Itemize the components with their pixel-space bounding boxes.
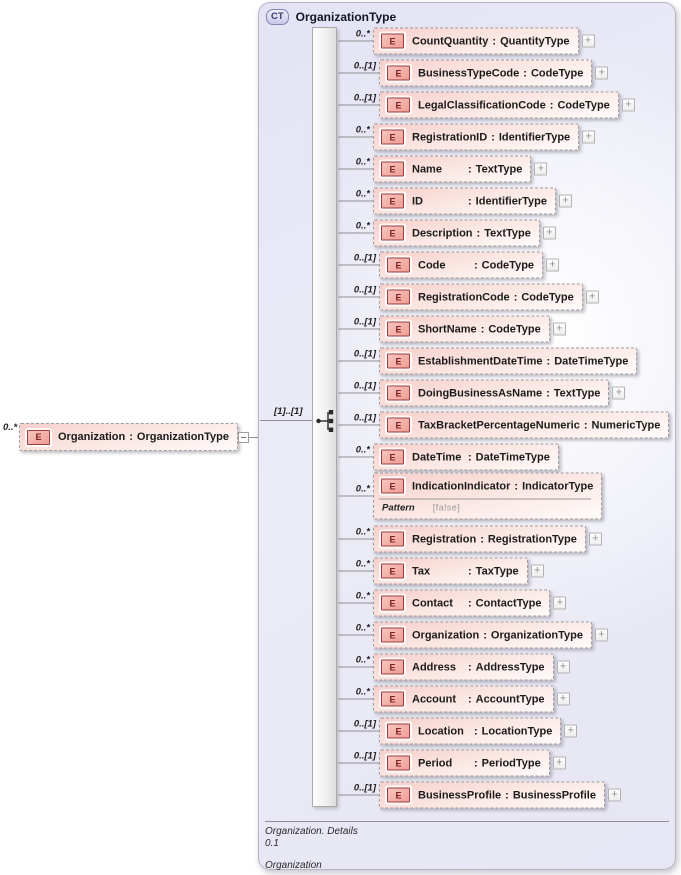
- colon-separator: :: [468, 661, 472, 673]
- element-type: TextType: [475, 163, 523, 175]
- element-type: RegistrationType: [487, 533, 577, 545]
- element-name: IndicationIndicator: [412, 480, 511, 492]
- element-row: [338, 750, 566, 777]
- element-icon: E: [381, 479, 404, 494]
- colon-separator: :: [480, 323, 485, 335]
- element-icon: E: [387, 354, 410, 369]
- element-header: [379, 161, 522, 178]
- colon-separator: :: [474, 725, 478, 737]
- element-box[interactable]: [373, 28, 579, 55]
- complex-type-title: OrganizationType: [295, 10, 397, 24]
- expand-icon[interactable]: +: [622, 99, 635, 112]
- cardinality-label: 0..*: [355, 590, 370, 602]
- element-name: TaxBracketPercentageNumeric: [418, 419, 580, 431]
- element-name: Contact: [412, 597, 453, 609]
- element-type: IdentifierType: [475, 195, 547, 207]
- cardinality-label: 0..*: [355, 124, 370, 136]
- element-row: [338, 380, 625, 407]
- colon-separator: :: [474, 259, 478, 271]
- element-type: ContactType: [475, 597, 542, 609]
- element-header: [379, 595, 541, 612]
- connector-line: [338, 483, 373, 497]
- element-icon: E: [387, 756, 410, 771]
- colon-separator: :: [474, 757, 478, 769]
- annotation-footer: [265, 821, 669, 872]
- connector-line: [338, 316, 379, 330]
- element-icon: E: [387, 258, 410, 273]
- expand-icon[interactable]: +: [553, 323, 566, 336]
- connector-line: [338, 412, 379, 426]
- connector-line: [338, 654, 373, 668]
- element-box[interactable]: [373, 220, 540, 247]
- element-header: [379, 531, 577, 548]
- element-icon: E: [381, 450, 404, 465]
- colon-separator: :: [468, 163, 472, 175]
- element-icon: E: [381, 532, 404, 547]
- connector-line: [338, 380, 379, 394]
- element-name: BusinessTypeCode: [418, 67, 520, 79]
- element-header: [385, 723, 552, 740]
- element-type: CodeType: [488, 323, 541, 335]
- group-connector-line: [260, 420, 313, 421]
- element-row: [338, 654, 570, 681]
- element-type: CodeType: [521, 291, 574, 303]
- root-element-name: Organization: [58, 431, 126, 443]
- colon-separator: :: [505, 789, 509, 801]
- element-header: [379, 691, 545, 708]
- element-box[interactable]: [379, 718, 561, 745]
- element-header: [385, 65, 583, 82]
- connector-line: [338, 526, 373, 540]
- element-row: [338, 444, 559, 471]
- element-type: IndicatorType: [522, 480, 594, 492]
- element-name: RegistrationCode: [418, 291, 510, 303]
- colon-separator: :: [492, 35, 497, 47]
- element-icon: E: [387, 386, 410, 401]
- expand-icon[interactable]: +: [582, 131, 595, 144]
- expand-icon[interactable]: +: [595, 67, 608, 80]
- element-box[interactable]: [373, 590, 550, 617]
- connector-line: [338, 444, 373, 458]
- cardinality-label: 0..[1]: [353, 380, 376, 392]
- element-box[interactable]: [373, 188, 556, 215]
- element-type: AccountType: [475, 693, 545, 705]
- colon-separator: :: [549, 99, 554, 111]
- element-name: Description: [412, 227, 473, 239]
- element-box[interactable]: [373, 156, 531, 183]
- complex-type-header: [266, 9, 396, 25]
- element-row: [338, 590, 566, 617]
- element-header: [385, 97, 610, 114]
- element-icon: E: [381, 226, 404, 241]
- colon-separator: :: [491, 131, 495, 143]
- element-box[interactable]: [379, 782, 605, 809]
- facet-row: [379, 503, 593, 515]
- element-icon: E: [387, 98, 410, 113]
- expand-icon[interactable]: +: [553, 757, 566, 770]
- connector-line: [338, 686, 373, 700]
- cardinality-label: 0..[1]: [353, 60, 376, 72]
- element-row: [338, 348, 637, 375]
- root-element-box[interactable]: [19, 423, 238, 451]
- element-icon: E: [387, 724, 410, 739]
- element-name: Organization: [412, 629, 480, 641]
- cardinality-label: 0..*: [355, 483, 370, 495]
- element-row: [338, 782, 621, 809]
- element-name: EstablishmentDateTime: [418, 355, 543, 367]
- connector-line: [338, 750, 379, 764]
- element-box[interactable]: [373, 473, 602, 520]
- element-header: [385, 787, 596, 804]
- element-header: [379, 225, 531, 242]
- element-icon: E: [381, 628, 404, 643]
- expand-icon[interactable]: +: [557, 661, 570, 674]
- element-box[interactable]: [379, 348, 637, 375]
- cardinality-label: 0..*: [355, 156, 370, 168]
- cardinality-label: 0..*: [355, 654, 370, 666]
- connector-line: [338, 558, 373, 572]
- collapse-icon[interactable]: [238, 432, 249, 443]
- colon-separator: :: [129, 431, 133, 443]
- element-name: Period: [418, 757, 453, 769]
- colon-separator: :: [546, 355, 551, 367]
- facet-value: [false]: [432, 502, 461, 513]
- cardinality-label: 0..[1]: [353, 782, 376, 794]
- colon-separator: :: [468, 693, 472, 705]
- element-box[interactable]: [379, 750, 550, 777]
- element-icon: E: [387, 66, 410, 81]
- element-header: [385, 289, 574, 306]
- element-type: BusinessProfile: [512, 789, 596, 801]
- connector-line: [338, 284, 379, 298]
- element-box[interactable]: [373, 124, 579, 151]
- element-row: [338, 686, 570, 713]
- element-type: TextType: [484, 227, 531, 239]
- element-row: [338, 473, 602, 520]
- complex-type-badge-icon: CT: [266, 9, 289, 25]
- element-icon: E: [381, 596, 404, 611]
- expand-icon[interactable]: +: [531, 565, 544, 578]
- expand-icon[interactable]: +: [612, 387, 625, 400]
- annotation-line: Organization. Details: [265, 826, 358, 837]
- colon-separator: :: [476, 227, 481, 239]
- facet-label: Pattern: [382, 502, 415, 514]
- expand-icon[interactable]: +: [557, 693, 570, 706]
- connector-line: [338, 124, 373, 138]
- element-box[interactable]: [379, 92, 619, 119]
- connector-line: [338, 220, 373, 234]
- cardinality-label: 0..[1]: [353, 718, 376, 730]
- element-row: [338, 124, 595, 151]
- expand-icon[interactable]: +: [553, 597, 566, 610]
- colon-separator: :: [523, 67, 527, 79]
- cardinality-label: 0..[1]: [353, 284, 376, 296]
- element-icon: E: [387, 788, 410, 803]
- connector-line: [338, 782, 379, 796]
- element-icon: E: [381, 130, 404, 145]
- connector-line: [338, 188, 373, 202]
- element-type: PeriodType: [481, 757, 541, 769]
- element-type: TaxType: [475, 565, 519, 577]
- cardinality-label: 0..*: [355, 188, 370, 200]
- colon-separator: :: [546, 387, 550, 399]
- element-type: DateTimeType: [554, 355, 629, 367]
- element-name: CountQuantity: [412, 35, 489, 47]
- connector-line: [338, 348, 379, 362]
- colon-separator: :: [468, 451, 472, 463]
- connector-line: [338, 252, 379, 266]
- element-box[interactable]: [373, 444, 559, 471]
- element-box[interactable]: [379, 412, 669, 439]
- colon-separator: :: [483, 629, 487, 641]
- element-type: CodeType: [530, 67, 584, 79]
- connector-line: [338, 156, 373, 170]
- root-element-header: [25, 429, 229, 446]
- element-name: Address: [412, 661, 457, 673]
- element-box[interactable]: [373, 686, 554, 713]
- element-name: Code: [418, 259, 446, 271]
- colon-separator: :: [468, 597, 472, 609]
- element-header: [379, 563, 519, 580]
- element-header: [385, 257, 534, 274]
- element-box[interactable]: [379, 380, 609, 407]
- expand-icon[interactable]: +: [546, 259, 559, 272]
- element-box[interactable]: [379, 316, 550, 343]
- element-box[interactable]: [379, 252, 543, 279]
- element-icon: E: [381, 692, 404, 707]
- element-icon: E: [387, 418, 410, 433]
- cardinality-label: 0..*: [355, 526, 370, 538]
- element-name: Name: [412, 163, 442, 175]
- element-type: NumericType: [591, 419, 661, 431]
- element-row: [338, 412, 669, 439]
- element-row: [338, 558, 544, 585]
- element-name: DoingBusinessAsName: [418, 387, 543, 399]
- element-type: LocationType: [481, 725, 553, 737]
- element-row: [338, 188, 572, 215]
- connector-line: [338, 60, 379, 74]
- expand-icon[interactable]: +: [589, 533, 602, 546]
- connector-line: [249, 437, 258, 438]
- element-row: [338, 284, 599, 311]
- element-header: [379, 478, 593, 495]
- colon-separator: :: [468, 195, 472, 207]
- element-header: [385, 353, 628, 370]
- element-icon: E: [387, 290, 410, 305]
- colon-separator: :: [514, 480, 519, 492]
- element-header: [379, 659, 545, 676]
- element-box[interactable]: [373, 622, 592, 649]
- cardinality-label: 0..[1]: [353, 750, 376, 762]
- connector-line: [338, 590, 373, 604]
- connector-line: [338, 28, 373, 42]
- expand-icon[interactable]: +: [559, 195, 572, 208]
- root-cardinality-label: 0..*: [3, 422, 18, 433]
- cardinality-label: 0..*: [355, 444, 370, 456]
- element-type: OrganizationType: [490, 629, 583, 641]
- colon-separator: :: [583, 419, 588, 431]
- element-header: [385, 385, 600, 402]
- element-icon: E: [381, 564, 404, 579]
- cardinality-label: 0..*: [355, 28, 370, 40]
- element-icon: E: [381, 162, 404, 177]
- element-type: DateTimeType: [475, 451, 550, 463]
- element-type: AddressType: [475, 661, 545, 673]
- expand-icon[interactable]: +: [586, 291, 599, 304]
- element-name: LegalClassificationCode: [418, 99, 546, 111]
- element-icon: E: [387, 322, 410, 337]
- element-row: [338, 622, 608, 649]
- element-name: DateTime: [412, 451, 462, 463]
- facet-divider: [379, 499, 591, 500]
- element-icon: E: [381, 34, 404, 49]
- element-name: RegistrationID: [412, 131, 488, 143]
- element-row: [338, 718, 577, 745]
- annotation-line: 0.1: [265, 838, 279, 849]
- connector-line: [338, 92, 379, 106]
- cardinality-label: 0..[1]: [353, 348, 376, 360]
- element-name: BusinessProfile: [418, 789, 502, 801]
- expand-icon[interactable]: +: [595, 629, 608, 642]
- element-row: [338, 92, 635, 119]
- colon-separator: :: [480, 533, 484, 545]
- element-header: [385, 417, 660, 434]
- group-cardinality-label: [1]..[1]: [274, 406, 303, 417]
- element-header: [379, 33, 570, 50]
- complex-type-container: [258, 2, 676, 870]
- element-type: IdentifierType: [498, 131, 571, 143]
- connector-line: [338, 718, 379, 732]
- cardinality-label: 0..[1]: [353, 316, 376, 328]
- cardinality-label: 0..[1]: [353, 412, 376, 424]
- element-icon: E: [381, 194, 404, 209]
- element-box[interactable]: [379, 284, 583, 311]
- cardinality-label: 0..[1]: [353, 92, 376, 104]
- root-element-type: OrganizationType: [136, 431, 229, 443]
- element-name: ShortName: [418, 323, 477, 335]
- element-row: [338, 156, 547, 183]
- element-row: [338, 220, 556, 247]
- element-name: Tax: [412, 565, 431, 577]
- element-row: [338, 316, 566, 343]
- element-icon: E: [381, 660, 404, 675]
- cardinality-label: 0..*: [355, 220, 370, 232]
- element-name: Registration: [412, 533, 477, 545]
- cardinality-label: 0..*: [355, 622, 370, 634]
- sequence-compositor-icon[interactable]: [315, 408, 337, 434]
- element-row: [338, 526, 602, 553]
- element-header: [385, 321, 541, 338]
- annotation-line: Organization: [265, 860, 322, 871]
- element-type: TextType: [553, 387, 601, 399]
- colon-separator: :: [513, 291, 518, 303]
- connector-line: [338, 622, 373, 636]
- element-name: Location: [418, 725, 464, 737]
- element-type: QuantityType: [500, 35, 570, 47]
- element-type: CodeType: [481, 259, 535, 271]
- element-header: [379, 129, 570, 146]
- element-box[interactable]: [379, 60, 592, 87]
- element-header: [379, 449, 550, 466]
- element-box[interactable]: [373, 526, 586, 553]
- facet-section: [379, 497, 593, 515]
- element-header: [379, 193, 547, 210]
- element-name: Account: [412, 693, 456, 705]
- element-row: [338, 252, 559, 279]
- element-name: ID: [412, 195, 423, 207]
- element-box[interactable]: [373, 654, 554, 681]
- expand-icon[interactable]: +: [534, 163, 547, 176]
- element-box[interactable]: [373, 558, 528, 585]
- element-header: [379, 627, 583, 644]
- root-element-row: [19, 423, 258, 451]
- element-header: [385, 755, 541, 772]
- expand-icon[interactable]: +: [543, 227, 556, 240]
- cardinality-label: 0..[1]: [353, 252, 376, 264]
- expand-icon[interactable]: +: [564, 725, 577, 738]
- collapse-dash: [241, 437, 246, 438]
- colon-separator: :: [468, 565, 472, 577]
- element-icon: E: [27, 430, 50, 445]
- cardinality-label: 0..*: [355, 686, 370, 698]
- element-row: [338, 60, 608, 87]
- expand-icon[interactable]: +: [582, 35, 595, 48]
- element-row: [338, 28, 595, 55]
- cardinality-label: 0..*: [355, 558, 370, 570]
- expand-icon[interactable]: +: [608, 789, 621, 802]
- element-type: CodeType: [557, 99, 610, 111]
